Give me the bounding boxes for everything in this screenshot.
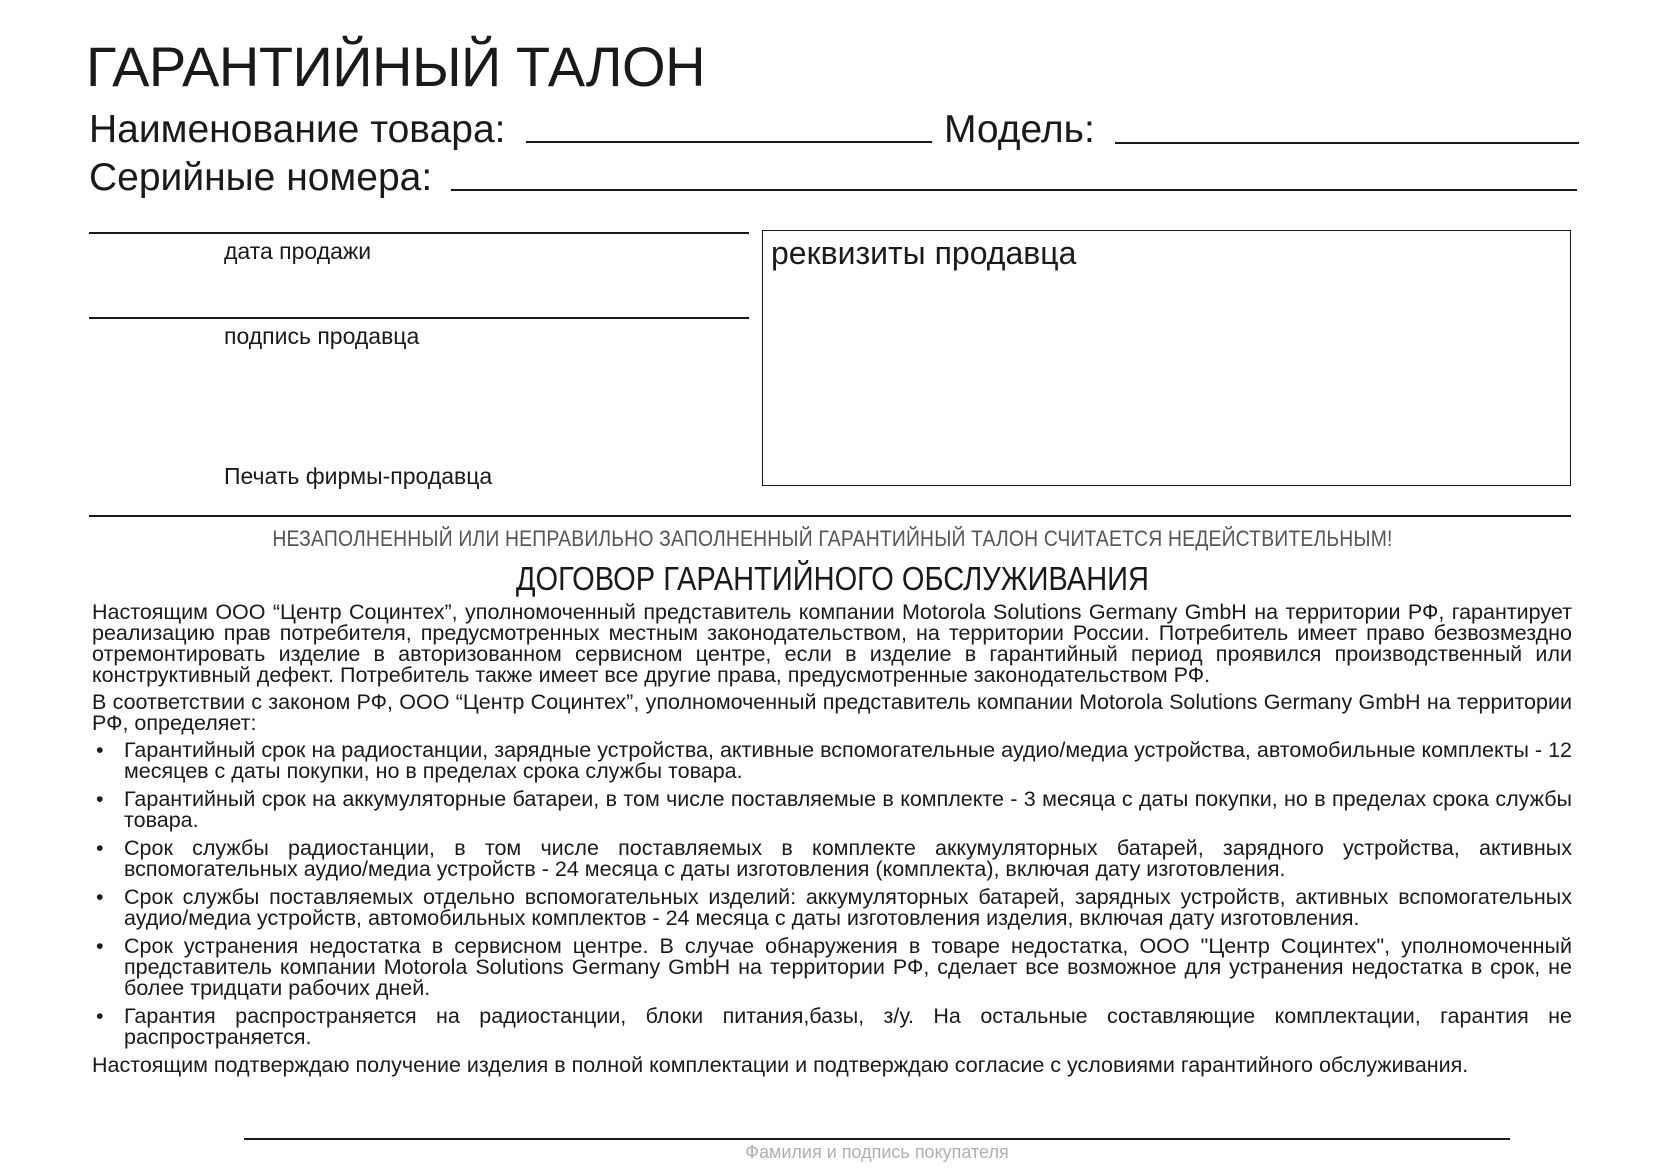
model-label: Модель: bbox=[944, 108, 1095, 151]
product-name-input-line[interactable] bbox=[526, 141, 932, 143]
list-item-text: Срок службы радиостанции, в том числе поставляемых в комплекте аккумуляторных батарей, зарядного устройства, активных вспомогательных аудио/медиа устройств - 24 месяца с даты изготовления (комплекта), включая дату изготовления. bbox=[124, 836, 1572, 881]
page-title: ГАРАНТИЙНЫЙ ТАЛОН bbox=[86, 35, 706, 98]
list-item-text: Срок устранения недостатка в сервисном центре. В случае обнаружения в товаре недостатка, ООО "Центр Социнтех", уполномоченный представитель компании Motorola Solutions Germany GmbH на территории РФ, сделает все возможное для устранения недостатка в срок, не более тридцати рабочих дней. bbox=[124, 934, 1572, 1000]
list-item-text: Гарантия распространяется на радиостанции, блоки питания,базы, з/у. На остальные составляющие комплектации, гарантия не распространяется. bbox=[124, 1004, 1572, 1049]
list-item bbox=[92, 936, 1572, 999]
bullet-icon: • bbox=[96, 738, 104, 762]
contract-body bbox=[92, 602, 1572, 1082]
seller-signature-line[interactable] bbox=[89, 317, 749, 319]
product-name-label: Наименование товара: bbox=[89, 108, 506, 151]
terms-list bbox=[92, 740, 1572, 1048]
contract-paragraph-2: В соответствии с законом РФ, ООО “Центр Социнтех”, уполномоченный представитель компании Motorola Solutions Germany GmbH на территории РФ, определяет: bbox=[92, 690, 1572, 735]
list-item bbox=[92, 1006, 1572, 1048]
sale-date-line[interactable] bbox=[89, 232, 749, 234]
seller-details-box[interactable] bbox=[762, 230, 1571, 486]
list-item bbox=[92, 740, 1572, 782]
bullet-icon: • bbox=[96, 885, 104, 909]
model-input-line[interactable] bbox=[1115, 142, 1579, 144]
list-item bbox=[92, 887, 1572, 929]
list-item-text: Гарантийный срок на радиостанции, зарядные устройства, активные вспомогательные аудио/медиа устройства, автомобильные комплекты - 12 месяцев с даты покупки, но в пределах срока службы товара. bbox=[124, 738, 1572, 783]
list-item-text: Срок службы поставляемых отдельно вспомогательных изделий: аккумуляторных батарей, зарядных устройств, активных вспомогательных аудио/медиа устройств, автомобильных комплектов - 24 месяца с даты изготовления изделия, включая дату изготовления. bbox=[124, 885, 1572, 930]
buyer-signature-line[interactable] bbox=[244, 1138, 1510, 1140]
contract-title: ДОГОВОР ГАРАНТИЙНОГО ОБСЛУЖИВАНИЯ bbox=[515, 560, 1150, 597]
list-item bbox=[92, 789, 1572, 831]
serial-numbers-label: Серийные номера: bbox=[89, 156, 433, 199]
seller-stamp-label: Печать фирмы-продавца bbox=[224, 463, 493, 489]
bullet-icon: • bbox=[96, 1004, 104, 1028]
section-divider bbox=[89, 515, 1571, 517]
list-item-text: Гарантийный срок на аккумуляторные батареи, в том числе поставляемые в комплекте - 3 месяца с даты покупки, но в пределах срока службы товара. bbox=[124, 787, 1572, 832]
seller-signature-label: подпись продавца bbox=[224, 323, 420, 349]
bullet-icon: • bbox=[96, 787, 104, 811]
sale-date-label: дата продажи bbox=[224, 238, 372, 264]
validity-warning: НЕЗАПОЛНЕННЫЙ ИЛИ НЕПРАВИЛЬНО ЗАПОЛНЕННЫЙ ГАРАНТИЙНЫЙ ТАЛОН СЧИТАЕТСЯ НЕДЕЙСТВИТЕЛЬНЫМ! bbox=[272, 526, 1393, 551]
serial-numbers-input-line[interactable] bbox=[451, 189, 1577, 191]
list-item bbox=[92, 838, 1572, 880]
contract-paragraph-1: Настоящим ООО “Центр Социнтех”, уполномоченный представитель компании Motorola Solutions Germany GmbH на территории РФ, гарантирует реализацию прав потребителя, предусмотренных местным законодательством, на территории России. Потребитель имеет право безвозмездно отремонтировать изделие в авторизованном сервисном центре, если в изделие в гарантийный период проявился производственный или конструктивный дефект. Потребитель также имеет все другие права, предусмотренные законодательством РФ. bbox=[92, 600, 1572, 687]
confirmation-text: Настоящим подтверждаю получение изделия в полной комплектации и подтверждаю согласие с условиями гарантийного обслуживания. bbox=[92, 1053, 1469, 1077]
bullet-icon: • bbox=[96, 934, 104, 958]
buyer-signature-caption: Фамилия и подпись покупателя bbox=[745, 1142, 1009, 1162]
bullet-icon: • bbox=[96, 836, 104, 860]
seller-details-label: реквизиты продавца bbox=[771, 235, 1077, 271]
